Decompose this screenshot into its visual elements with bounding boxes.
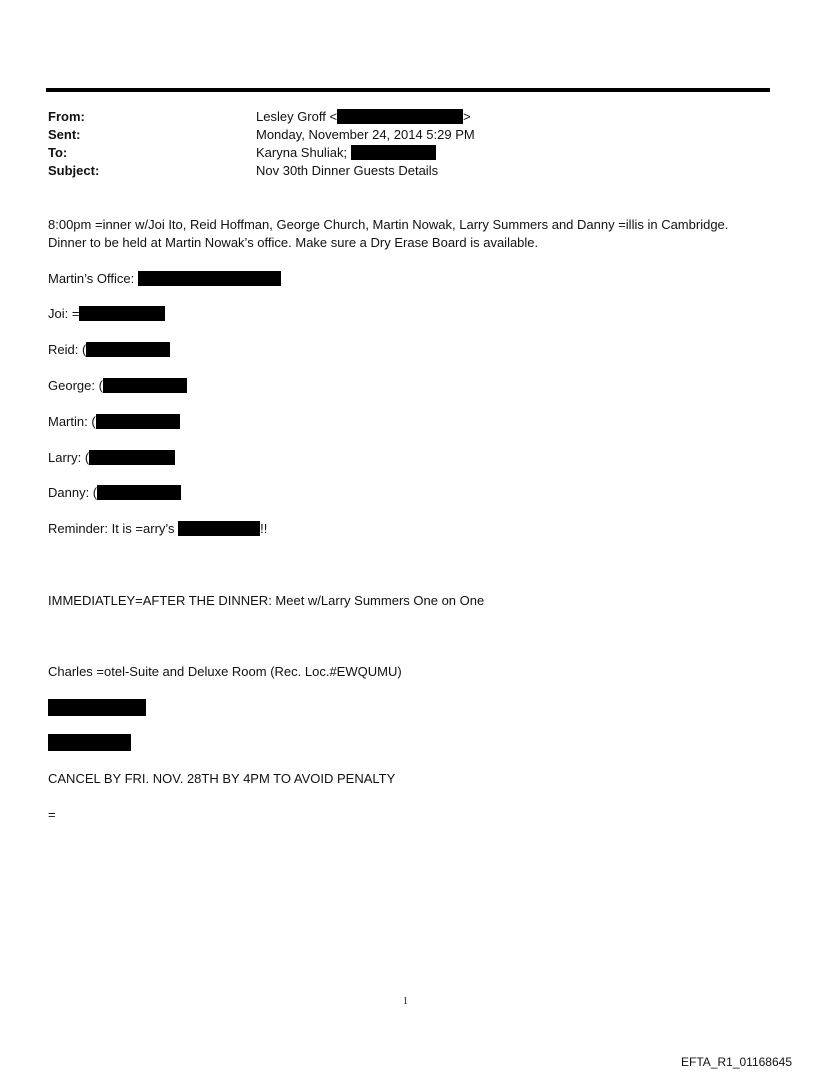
redaction-block: [97, 485, 181, 500]
redaction-block: [89, 450, 175, 465]
redaction-block: [351, 145, 436, 160]
reminder-line: [48, 520, 267, 538]
contact-label: George: (: [48, 378, 103, 393]
trailing-mark: =: [48, 807, 56, 822]
page-number: 1: [403, 996, 408, 1007]
after-dinner-line: IMMEDIATLEY=AFTER THE DINNER: Meet w/Larry Summers One on One: [48, 593, 485, 608]
subject-label: Subject:: [48, 163, 100, 178]
contact-george: [48, 377, 187, 395]
contact-larry: [48, 449, 175, 467]
reminder-text: Reminder: It is =arry’s: [48, 521, 175, 536]
redaction-block: [337, 109, 463, 124]
to-name: Karyna Shuliak;: [256, 145, 348, 160]
contact-label: Martin’s Office:: [48, 271, 135, 286]
subject-value: Nov 30th Dinner Guests Details: [256, 163, 439, 178]
redaction-block: [103, 378, 187, 393]
redaction-block: [48, 734, 131, 751]
contact-joi: [48, 305, 165, 323]
from-name: Lesley Groff <: [256, 109, 338, 124]
from-close: >: [463, 109, 471, 124]
intro-paragraph: 8:00pm =inner w/Joi Ito, Reid Hoffman, George Church, Martin Nowak, Larry Summers and Danny =illis in Cambridge. Dinner to be held at Martin Nowak’s office. Make sure a Dry Erase Board is available.: [48, 217, 729, 250]
contact-martin-office: [48, 270, 281, 288]
redaction-block: [96, 414, 180, 429]
to-value: [256, 144, 436, 162]
header-rule: [46, 88, 770, 92]
contact-label: Martin: (: [48, 414, 96, 429]
from-label: From:: [48, 109, 85, 124]
contact-martin: [48, 413, 180, 431]
redaction-block: [178, 521, 260, 536]
contact-label: Reid: (: [48, 342, 87, 357]
reminder-exclaim: !!: [260, 521, 268, 536]
from-value: [256, 108, 471, 126]
redaction-block: [48, 699, 146, 716]
sent-label: Sent:: [48, 127, 81, 142]
contact-label: Larry: (: [48, 450, 90, 465]
hotel-line: Charles =otel-Suite and Deluxe Room (Rec. Loc.#EWQUMU): [48, 664, 402, 679]
sent-value: Monday, November 24, 2014 5:29 PM: [256, 127, 475, 142]
redaction-block: [138, 271, 281, 286]
to-label: To:: [48, 145, 68, 160]
contact-reid: [48, 341, 170, 359]
contact-danny: [48, 484, 181, 502]
cancel-line: CANCEL BY FRI. NOV. 28TH BY 4PM TO AVOID PENALTY: [48, 771, 396, 786]
redaction-block: [79, 306, 165, 321]
redaction-block: [86, 342, 170, 357]
contact-label: Joi: =: [48, 306, 80, 321]
bates-number: EFTA_R1_01168645: [681, 1055, 792, 1069]
contact-label: Danny: (: [48, 485, 98, 500]
